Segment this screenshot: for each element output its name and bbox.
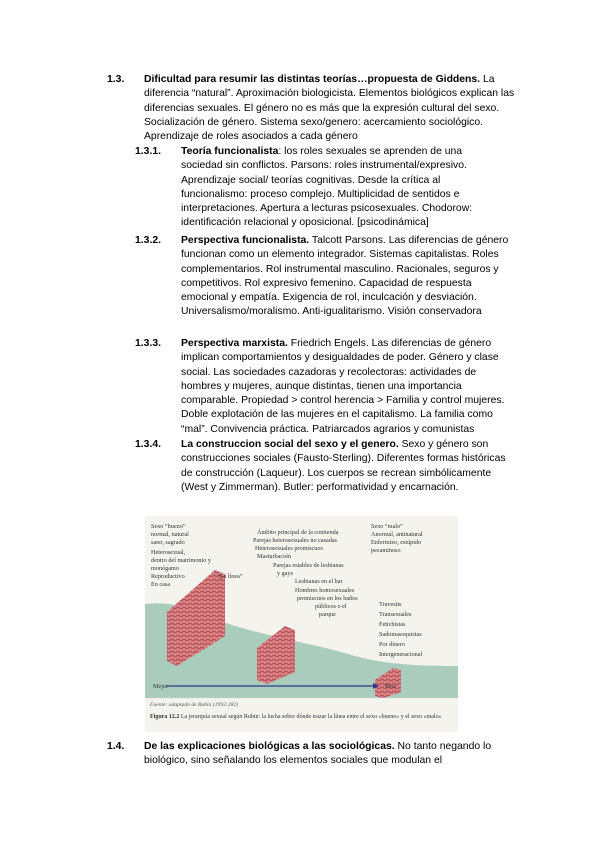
- section-number: 1.4.: [107, 741, 125, 752]
- section-body: [144, 740, 527, 769]
- section-title: Perspectiva marxista.: [181, 338, 288, 349]
- section-body: [181, 337, 512, 437]
- bad-item: Intergeneracional: [379, 651, 423, 658]
- figure-caption-text: La jerarquía sexual según Rubin: la lucha sobre dónde trazar la línea entre el sexo «bueno» y el sexo «malo»: [179, 714, 442, 720]
- section-text: : los roles sexuales se aprenden de una sociedad sin conflictos. Parsons: roles instrumental/expresivo. Aprendizaje social/ teorías cognitivas. Desde la crítica al funcionalismo: proceso complejo. Multiplicidad de sentidos e interpretaciones. Apertura a lecturas psicosexuales. Chodorow: identificación relacional y oposicional. [psicodinámica]: [181, 146, 473, 229]
- section-text: Sexo y género son construcciones sociales (Fausto-Sterling). Diferentes formas históricas de construcción (Laqueur). Los cuerpos se recrean simbólicamente (West y Zimmerman). Butler: performatividad y encarnación.: [181, 439, 506, 493]
- middle-item: Heterosexuales promiscuos: [255, 545, 323, 552]
- middle-item: y gays: [277, 570, 293, 577]
- middle-item: parque: [319, 611, 336, 618]
- section-number: 1.3.4.: [135, 439, 161, 450]
- middle-item: Parejas heterosexuales no casadas: [253, 537, 338, 544]
- section-text: Friedrich Engels. Las diferencias de género implican comportamientos y desigualdades de poder. Género y clase social. Las sociedades cazadoras y recolectoras: actividades de hombres y mujeres, aunque distintas, tienen una importancia comparable. Propiedad > control herencia > Familia y control mujeres. Doble explotación de las mujeres en el capitalismo. La familia como “mal”. Convivencia práctica. Patriarcados agrarios y comunistas: [181, 338, 505, 435]
- bad-side-line: Anormal, antinatural: [371, 531, 423, 538]
- middle-item: promiscuos en los baños: [297, 595, 358, 602]
- good-side-line: monógamo: [151, 565, 179, 572]
- section-title: Perspectiva funcionalista.: [181, 235, 310, 246]
- good-side-line: Reproductivo: [151, 573, 185, 580]
- section-title: Teoría funcionalista: [181, 146, 279, 157]
- bad-item: Travestis: [379, 601, 402, 608]
- section-text: La diferencia “natural”. Aproximación biologicista. Elementos biológicos explican las diferencias sexuales. El género no es más que la expresión cultural del sexo. Socialización de género. Sistema sexo/genero: acercamiento sociológico. Aprendizaje de roles asociados a cada género: [144, 74, 515, 143]
- axis-right-label: Peor: [385, 683, 397, 690]
- bad-side-line: Sexo “malo”: [371, 523, 403, 530]
- axis-left-label: Mejor: [153, 683, 169, 690]
- middle-item: públicos o el: [315, 603, 347, 610]
- bad-item: Por dinero: [379, 641, 405, 648]
- good-side-line: normal, natural: [151, 531, 189, 538]
- good-side-line: Heterosexual,: [151, 549, 186, 556]
- section-body: [181, 234, 512, 320]
- section-number: 1.3.: [107, 74, 125, 85]
- middle-item: Hombres homosexuales: [295, 587, 355, 594]
- ambito-title: Ámbito principal de la contienda: [257, 529, 339, 536]
- section-number: 1.3.3.: [135, 338, 161, 349]
- good-side-line: Sexo “bueno”: [151, 523, 186, 530]
- section-title: La construccion social del sexo y el genero.: [181, 439, 399, 450]
- rubin-sexual-hierarchy-figure: [145, 516, 458, 732]
- bad-side-line: Enfermizo, estúpido: [371, 539, 422, 546]
- section-body: [144, 73, 527, 144]
- figure-illustration: [145, 516, 458, 732]
- section-text: Talcott Parsons. Las diferencias de género funcionan como un elemento integrador. Sistemas capitalistas. Roles complementarios. Rol instrumental masculino. Racionales, seguros y competitivos. Rol expresivo femenino. Capacidad de respuesta emocional y empatía. Exigencia de rol, inculcación y desviación. Universalismo/moralismo. Anti-igualitarismo. Visión conservadora: [181, 235, 509, 318]
- middle-item: Lesbianas en el bar: [295, 578, 343, 585]
- section-title: Dificultad para resumir las distintas teorías…propuesta de Giddens.: [144, 74, 481, 85]
- section-number: 1.3.1.: [135, 146, 161, 157]
- bad-side-line: pecaminoso: [371, 547, 401, 554]
- section-text: No tanto negando lo biológico, sino señalando los elementos sociales que modulan el: [144, 741, 492, 767]
- figure-source: Fuente: adaptado de Rubin (1993:282): [150, 702, 238, 708]
- figure-caption: [150, 714, 453, 721]
- bad-item: Transexuales: [379, 611, 412, 618]
- section-body: [181, 438, 512, 495]
- middle-item: Parejas estables de lesbianas: [273, 562, 344, 569]
- middle-item: Masturbación: [257, 553, 292, 560]
- good-side-line: En casa: [151, 581, 171, 588]
- section-title: De las explicaciones biológicas a las sociológicas.: [144, 741, 395, 752]
- bad-item: Fetichistas: [379, 621, 406, 628]
- good-side-line: dentro del matrimonio y: [151, 557, 211, 564]
- good-side-line: sano, sagrado: [151, 539, 185, 546]
- section-number: 1.3.2.: [135, 235, 161, 246]
- bad-item: Sadomasoquistas: [379, 631, 422, 638]
- figure-caption-label: Figura 12.2: [150, 714, 180, 720]
- la-linea-label: “La línea”: [217, 573, 243, 580]
- section-body: [181, 145, 504, 231]
